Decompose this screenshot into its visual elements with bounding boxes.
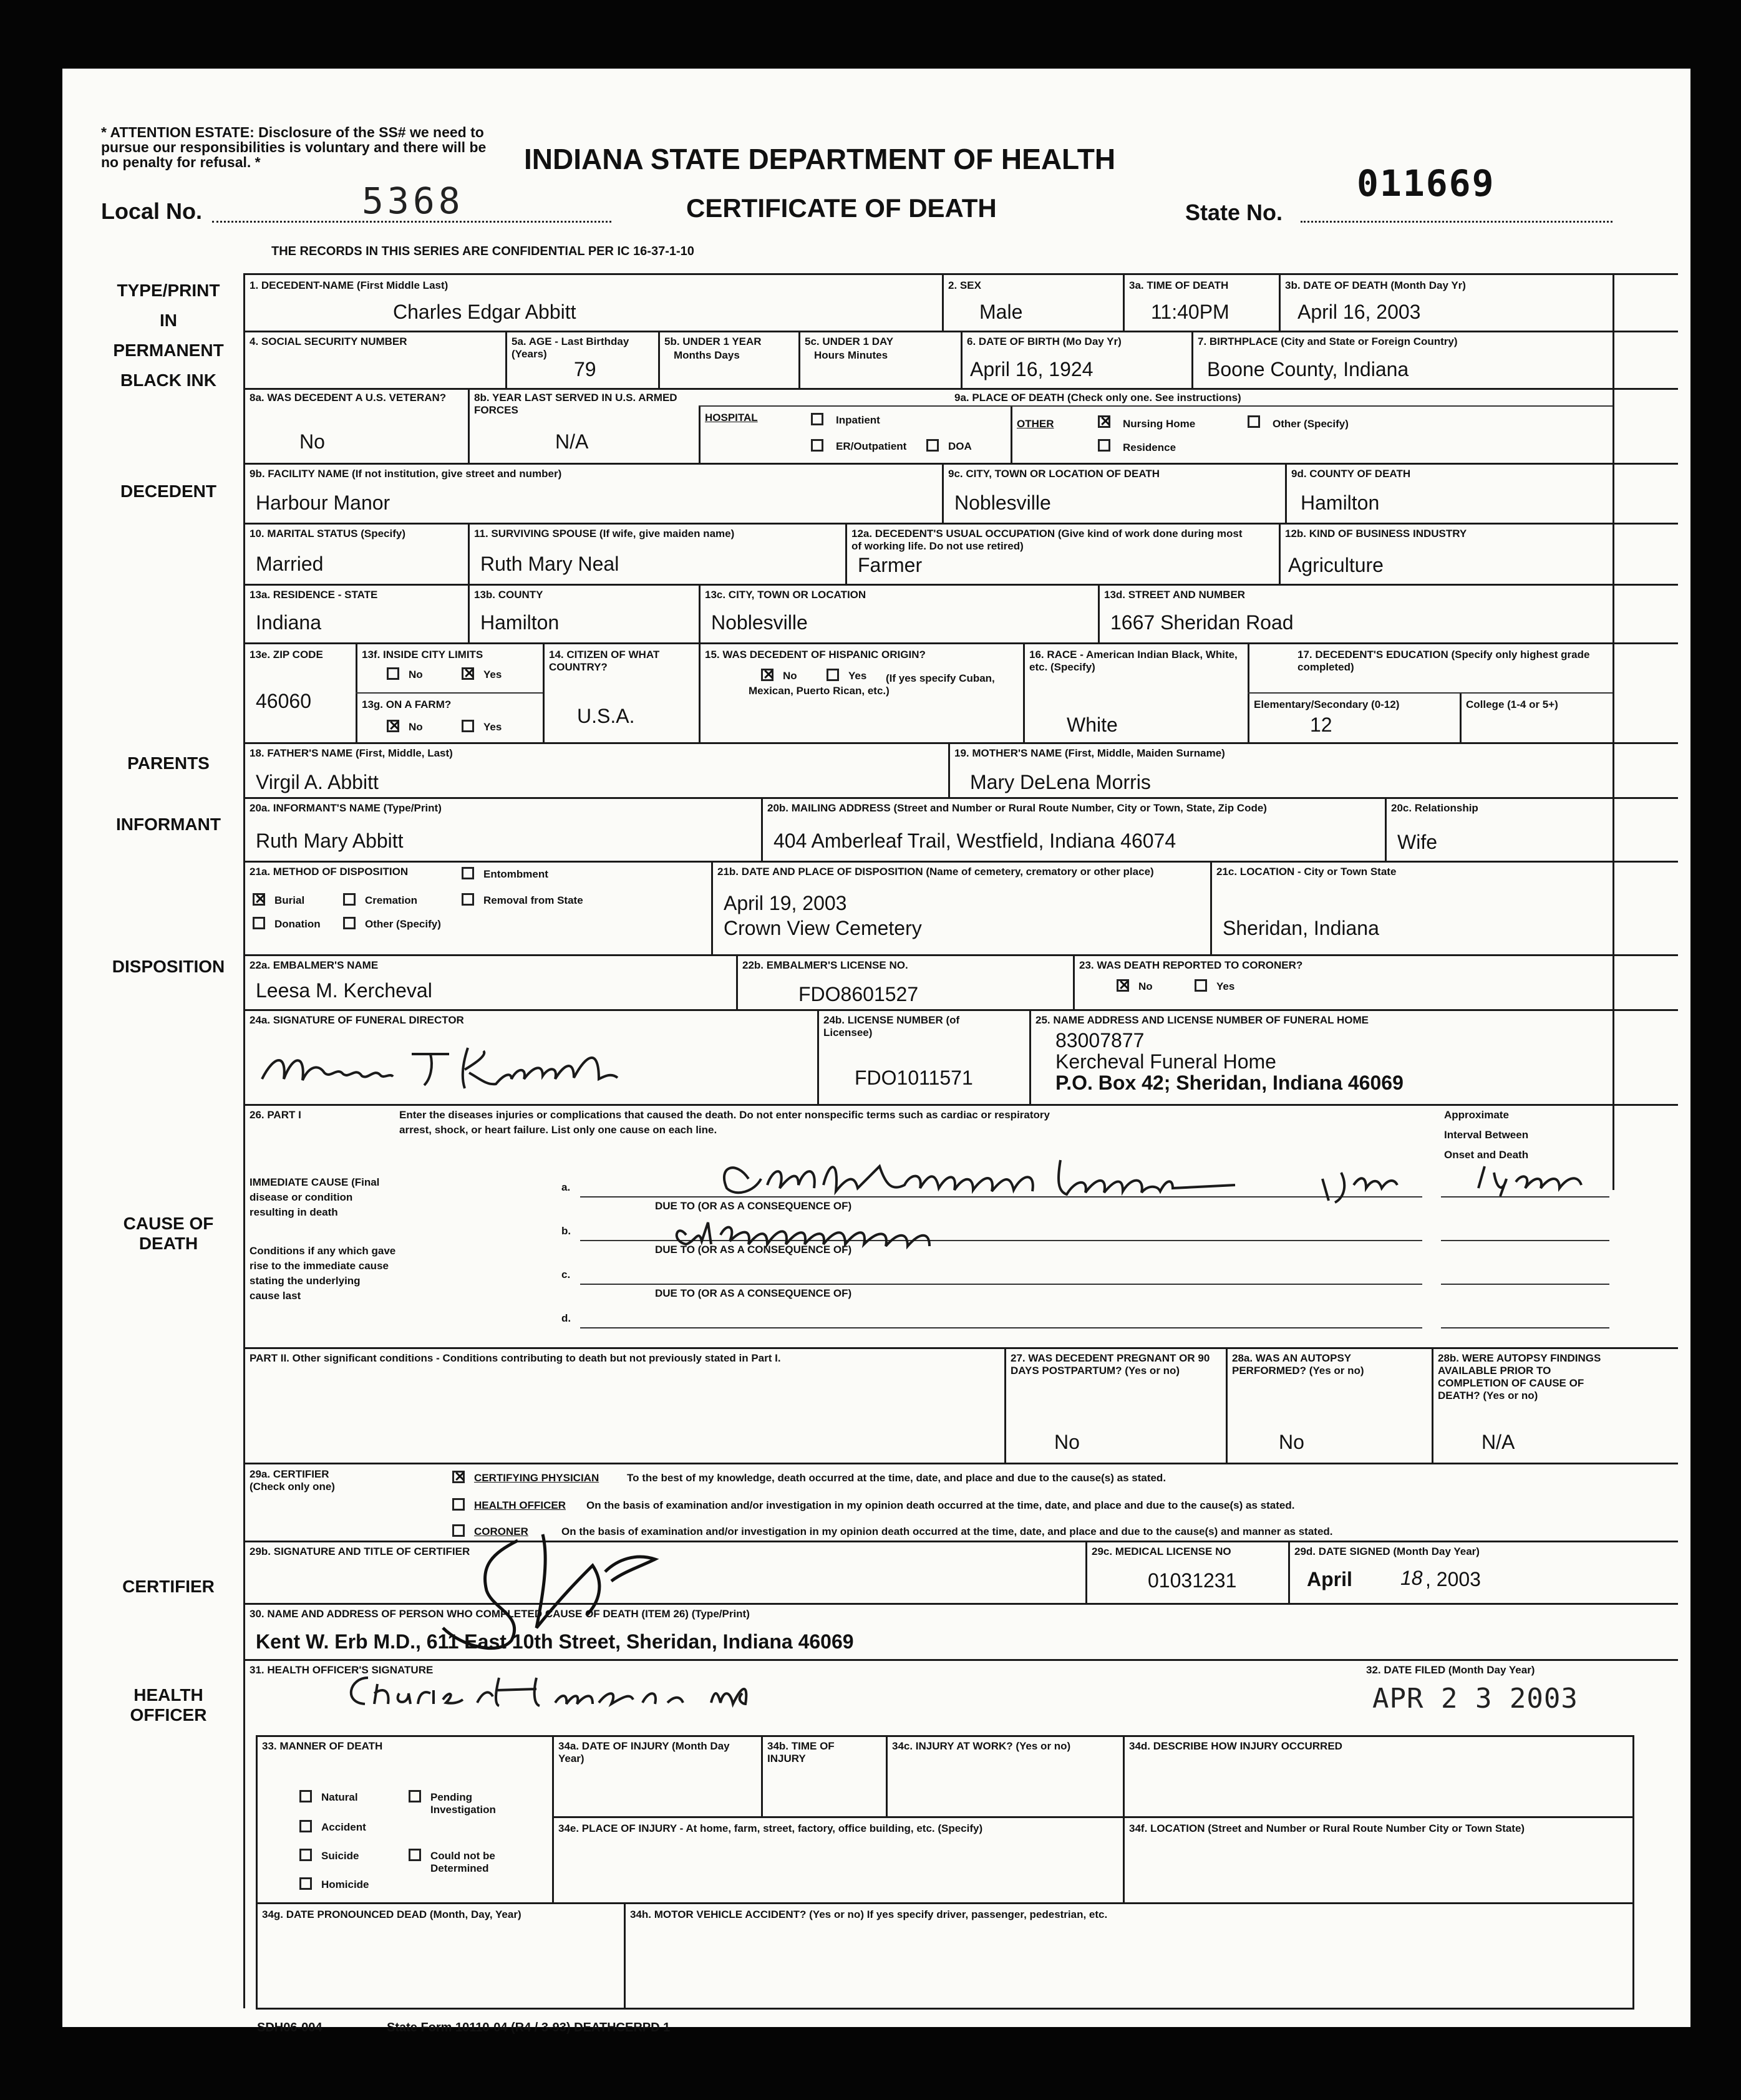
embalmer-name: Leesa M. Kercheval <box>256 979 432 1002</box>
label-donation: Donation <box>274 918 321 930</box>
side-disposition: DISPOSITION <box>112 957 225 976</box>
side-death: DEATH <box>138 1234 198 1253</box>
label-coroner-reported: 23. WAS DEATH REPORTED TO CORONER? <box>1079 959 1303 971</box>
removal-checkbox[interactable] <box>462 893 474 906</box>
interval-a-handwriting <box>1472 1154 1597 1198</box>
label-hispanic-yes: Yes <box>848 670 867 682</box>
label-part-1: 26. PART I <box>250 1109 301 1121</box>
label-date-signed: 29d. DATE SIGNED (Month Day Year) <box>1294 1546 1480 1557</box>
label-onset-and-death: Onset and Death <box>1444 1149 1529 1161</box>
label-ssn: 4. SOCIAL SECURITY NUMBER <box>250 336 407 347</box>
undetermined-checkbox[interactable] <box>409 1849 421 1861</box>
label-on-farm: 13g. ON A FARM? <box>362 699 452 710</box>
label-embalmer-license: 22b. EMBALMER'S LICENSE NO. <box>742 959 908 971</box>
label-city-yes: Yes <box>483 669 502 680</box>
health-officer-text: On the basis of examination and/or investigation in my opinion death occurred at the time, date, and place and due to the cause(s) as stated. <box>586 1499 1295 1511</box>
label-doa: DOA <box>948 440 972 452</box>
label-embalmer-name: 22a. EMBALMER'S NAME <box>250 959 379 971</box>
certificate-title: CERTIFICATE OF DEATH <box>686 193 997 223</box>
label-city-no: No <box>409 669 423 680</box>
side-cause-of: CAUSE OF <box>123 1214 214 1233</box>
label-injury-at-work: 34c. INJURY AT WORK? (Yes or no) <box>892 1740 1071 1752</box>
residence-checkbox[interactable] <box>1098 439 1110 452</box>
line-d-marker: d. <box>561 1312 571 1324</box>
label-county-of-death: 9d. COUNTY OF DEATH <box>1291 468 1411 480</box>
label-cremation: Cremation <box>365 894 418 906</box>
state-no-label: State No. <box>1185 200 1283 225</box>
side-parents: PARENTS <box>127 753 210 773</box>
inside-city-no-checkbox[interactable] <box>387 667 399 680</box>
label-other-disposition: Other (Specify) <box>365 918 441 930</box>
label-approximate: Approximate <box>1444 1109 1509 1121</box>
label-city-of-death: 9c. CITY, TOWN OR LOCATION OF DEATH <box>948 468 1160 480</box>
label-funeral-home: 25. NAME ADDRESS AND LICENSE NUMBER OF FUNERAL HOME <box>1035 1014 1369 1026</box>
label-due-to-a: DUE TO (OR AS A CONSEQUENCE OF) <box>655 1200 852 1212</box>
decedent-name: Charles Edgar Abbitt <box>393 301 576 323</box>
date-of-birth: April 16, 1924 <box>970 358 1094 380</box>
label-medical-license: 29c. MEDICAL LICENSE NO <box>1092 1546 1231 1557</box>
label-disposition-location: 21c. LOCATION - City or Town State <box>1216 866 1397 878</box>
date-signed-day: 18 <box>1400 1567 1423 1589</box>
side-informant: INFORMANT <box>116 815 221 834</box>
footer-form: State Form 10110-04 (R4 / 3-93) DEATHCERPD 1 <box>387 2021 671 2035</box>
death-certificate <box>62 69 1690 2035</box>
cause-b-handwriting <box>674 1210 1060 1254</box>
funeral-home-license: 83007877 <box>1055 1029 1145 1052</box>
burial-checkbox[interactable]: ✕ <box>253 893 265 906</box>
label-license-number: 24b. LICENSE NUMBER (of Licensee) <box>823 1014 960 1038</box>
label-accident: Accident <box>321 1821 366 1833</box>
license-number: FDO1011571 <box>855 1067 973 1089</box>
informant-name: Ruth Mary Abbitt <box>256 830 404 852</box>
label-entombment: Entombment <box>483 868 548 880</box>
business-industry: Agriculture <box>1288 554 1384 576</box>
label-date-filed: 32. DATE FILED (Month Day Year) <box>1366 1664 1535 1676</box>
label-other: OTHER <box>1017 418 1054 430</box>
line-b-marker: b. <box>561 1225 571 1237</box>
line-a-marker: a. <box>561 1181 571 1193</box>
label-conditions-4: cause last <box>250 1290 301 1302</box>
label-veteran: 8a. WAS DECEDENT A U.S. VETERAN? <box>250 392 447 404</box>
education: 12 <box>1310 714 1332 736</box>
label-date-of-injury: 34a. DATE OF INJURY (Month Day Year) <box>558 1740 730 1764</box>
label-method-disposition: 21a. METHOD OF DISPOSITION <box>250 866 409 878</box>
label-inside-city-limits: 13f. INSIDE CITY LIMITS <box>362 649 483 660</box>
label-coroner: CORONER <box>474 1526 528 1537</box>
health-officer-signature <box>331 1665 755 1715</box>
side-officer: OFFICER <box>130 1705 207 1725</box>
label-undetermined: Could not be Determined <box>430 1850 495 1874</box>
label-describe-injury: 34d. DESCRIBE HOW INJURY OCCURRED <box>1129 1740 1342 1752</box>
label-motor-vehicle: 34h. MOTOR VEHICLE ACCIDENT? (Yes or no) If yes specify driver, passenger, pedestrian, etc. <box>630 1909 1108 1920</box>
label-father-name: 18. FATHER'S NAME (First, Middle, Last) <box>250 747 453 759</box>
other-specify-checkbox[interactable] <box>1248 415 1260 428</box>
label-farm-yes: Yes <box>483 721 502 733</box>
label-disposition-place: 21b. DATE AND PLACE OF DISPOSITION (Name of cemetery, crematory or other place) <box>717 866 1154 878</box>
pregnant: No <box>1054 1431 1080 1453</box>
label-autopsy-findings: 28b. WERE AUTOPSY FINDINGS AVAILABLE PRIOR TO COMPLETION OF CAUSE OF DEATH? (Yes or no) <box>1438 1352 1601 1401</box>
date-filed: APR 2 3 2003 <box>1372 1683 1578 1715</box>
inside-city-yes-checkbox[interactable]: ✕ <box>462 667 474 680</box>
certifying-physician-checkbox[interactable]: ✕ <box>452 1471 465 1483</box>
label-date-pronounced: 34g. DATE PRONOUNCED DEAD (Month, Day, Year) <box>262 1909 521 1920</box>
label-inpatient: Inpatient <box>836 414 880 426</box>
completed-by: Kent W. Erb M.D., 611 East 10th Street, Sheridan, Indiana 46069 <box>256 1630 854 1653</box>
label-residence: Residence <box>1123 442 1176 453</box>
label-residence-state: 13a. RESIDENCE - STATE <box>250 589 378 601</box>
label-immediate-cause: IMMEDIATE CAUSE (Final <box>250 1176 380 1188</box>
coroner-text: On the basis of examination and/or investigation in my opinion death occurred at the time, date, and place and due to the cause(s) and manner as stated. <box>561 1526 1333 1537</box>
label-coroner-no: No <box>1138 980 1153 992</box>
confidential-note: THE RECORDS IN THIS SERIES ARE CONFIDENTIAL PER IC 16-37-1-10 <box>271 244 694 258</box>
mother-name: Mary DeLena Morris <box>970 771 1151 793</box>
label-natural: Natural <box>321 1791 358 1803</box>
footer-code: SDH06-004 <box>257 2021 322 2035</box>
label-time-of-death: 3a. TIME OF DEATH <box>1129 279 1229 291</box>
hispanic-no-checkbox[interactable]: ✕ <box>761 669 774 681</box>
label-nursing-home: Nursing Home <box>1123 418 1196 430</box>
label-hospital: HOSPITAL <box>705 412 758 423</box>
label-months-days: Months Days <box>674 349 740 361</box>
label-autopsy: 28a. WAS AN AUTOPSY PERFORMED? (Yes or no) <box>1232 1352 1364 1377</box>
funeral-director-signature <box>250 1029 699 1098</box>
label-health-officer-signature: 31. HEALTH OFFICER'S SIGNATURE <box>250 1664 434 1676</box>
line-c-marker: c. <box>561 1269 571 1280</box>
part-1-instructions: Enter the diseases injuries or complications that caused the death. Do not enter nonspecific terms such as cardiac or respiratory <box>399 1109 1050 1121</box>
side-decedent: DECEDENT <box>120 481 216 501</box>
label-birthplace: 7. BIRTHPLACE (City and State or Foreign Country) <box>1198 336 1458 347</box>
label-pregnant: 27. WAS DECEDENT PREGNANT OR 90 DAYS POSTPARTUM? (Yes or no) <box>1011 1352 1210 1377</box>
marital-status: Married <box>256 553 324 575</box>
street: 1667 Sheridan Road <box>1110 611 1294 634</box>
homicide-checkbox[interactable] <box>299 1877 312 1890</box>
label-certifier-signature: 29b. SIGNATURE AND TITLE OF CERTIFIER <box>250 1546 470 1557</box>
disposition-date: April 19, 2003 <box>724 892 847 914</box>
farm-yes-checkbox[interactable] <box>462 720 474 732</box>
side-black-ink: BLACK INK <box>120 370 216 390</box>
label-burial: Burial <box>274 894 305 906</box>
label-coroner-yes: Yes <box>1216 980 1235 992</box>
label-conditions: Conditions if any which gave <box>250 1245 396 1257</box>
label-business-industry: 12b. KIND OF BUSINESS INDUSTRY <box>1285 528 1467 540</box>
label-immediate-cause-3: resulting in death <box>250 1206 338 1218</box>
department-title: INDIANA STATE DEPARTMENT OF HEALTH <box>524 143 1116 175</box>
suicide-checkbox[interactable] <box>299 1849 312 1861</box>
label-elementary: Elementary/Secondary (0-12) <box>1254 699 1400 710</box>
part-1-instructions-2: arrest, shock, or heart failure. List only one cause on each line. <box>399 1124 717 1136</box>
label-immediate-cause-2: disease or condition <box>250 1191 353 1203</box>
label-removal: Removal from State <box>483 894 583 906</box>
county-of-death: Hamilton <box>1301 491 1380 514</box>
label-residence-city: 13c. CITY, TOWN OR LOCATION <box>705 589 866 601</box>
label-citizen: 14. CITIZEN OF WHAT COUNTRY? <box>549 649 660 673</box>
label-marital-status: 10. MARITAL STATUS (Specify) <box>250 528 405 540</box>
health-officer-checkbox[interactable] <box>452 1498 465 1511</box>
label-er-outpatient: ER/Outpatient <box>836 440 907 452</box>
residence-state: Indiana <box>256 611 321 634</box>
label-street: 13d. STREET AND NUMBER <box>1104 589 1246 601</box>
entombment-checkbox[interactable] <box>462 867 474 879</box>
date-of-death: April 16, 2003 <box>1297 301 1421 323</box>
label-education: 17. DECEDENT'S EDUCATION (Specify only highest grade completed) <box>1297 649 1590 673</box>
label-place-of-death: 9a. PLACE OF DEATH (Check only one. See instructions) <box>954 392 1241 404</box>
label-under-1-year: 5b. UNDER 1 YEAR <box>664 336 762 347</box>
side-in: IN <box>160 311 177 330</box>
accident-checkbox[interactable] <box>299 1820 312 1832</box>
label-hispanic: 15. WAS DECEDENT OF HISPANIC ORIGIN? <box>705 649 926 660</box>
autopsy-findings: N/A <box>1482 1431 1515 1453</box>
embalmer-license: FDO8601527 <box>798 983 919 1005</box>
coroner-no-checkbox[interactable]: ✕ <box>1117 979 1129 992</box>
label-age: 5a. AGE - Last Birthday (Years) <box>512 336 629 360</box>
state-no: 011669 <box>1357 162 1495 205</box>
citizen: U.S.A. <box>577 705 635 727</box>
label-conditions-3: stating the underlying <box>250 1275 361 1287</box>
inpatient-checkbox[interactable] <box>811 413 823 425</box>
label-informant-name: 20a. INFORMANT'S NAME (Type/Print) <box>250 802 442 814</box>
er-outpatient-checkbox[interactable] <box>811 439 823 452</box>
side-health: HEALTH <box>133 1685 203 1705</box>
age: 79 <box>574 358 596 380</box>
label-interval-between: Interval Between <box>1444 1129 1529 1141</box>
label-completed-by: 30. NAME AND ADDRESS OF PERSON WHO COMPLETED CAUSE OF DEATH (ITEM 26) (Type/Print) <box>250 1608 750 1620</box>
other-disposition-checkbox[interactable] <box>343 917 356 929</box>
date-signed-month: April <box>1307 1568 1352 1590</box>
label-other-specify: Other (Specify) <box>1273 418 1349 430</box>
label-date-of-death: 3b. DATE OF DEATH (Month Day Yr) <box>1285 279 1466 291</box>
label-year-served: 8b. YEAR LAST SERVED IN U.S. ARMED FORCES <box>474 392 677 416</box>
label-due-to-b: DUE TO (OR AS A CONSEQUENCE OF) <box>655 1244 852 1256</box>
label-surviving-spouse: 11. SURVIVING SPOUSE (If wife, give maiden name) <box>474 528 735 540</box>
sex: Male <box>979 301 1023 323</box>
label-place-of-injury: 34e. PLACE OF INJURY - At home, farm, street, factory, office building, etc. (Specify) <box>558 1822 983 1834</box>
farm-no-checkbox[interactable]: ✕ <box>387 720 399 732</box>
occupation: Farmer <box>858 554 923 576</box>
city-of-death: Noblesville <box>954 491 1051 514</box>
donation-checkbox[interactable] <box>253 917 265 929</box>
label-injury-location: 34f. LOCATION (Street and Number or Rural Route Number City or Town State) <box>1129 1822 1525 1834</box>
label-due-to-c: DUE TO (OR AS A CONSEQUENCE OF) <box>655 1287 852 1299</box>
veteran: No <box>299 430 325 453</box>
cause-a-handwriting <box>611 1141 1404 1204</box>
side-permanent: PERMANENT <box>113 341 224 360</box>
certifying-physician-text: To the best of my knowledge, death occurred at the time, date, and place and due to the cause(s) as stated. <box>627 1472 1166 1484</box>
medical-license: 01031231 <box>1148 1569 1237 1592</box>
year-served: N/A <box>555 430 589 453</box>
local-no: 5368 <box>362 180 464 222</box>
side-certifier: CERTIFIER <box>122 1577 215 1596</box>
label-farm-no: No <box>409 721 423 733</box>
label-under-1-day: 5c. UNDER 1 DAY <box>805 336 894 347</box>
time-of-death: 11:40PM <box>1151 301 1229 323</box>
side-type-print: TYPE/PRINT <box>117 281 220 300</box>
label-decedent-name: 1. DECEDENT-NAME (First Middle Last) <box>250 279 449 291</box>
funeral-home-name: Kercheval Funeral Home <box>1055 1050 1276 1073</box>
cremation-checkbox[interactable] <box>343 893 356 906</box>
label-suicide: Suicide <box>321 1850 359 1862</box>
disposition-place: Crown View Cemetery <box>724 917 922 939</box>
label-mother-name: 19. MOTHER'S NAME (First, Middle, Maiden Surname) <box>954 747 1225 759</box>
label-hispanic-no: No <box>783 670 797 682</box>
residence-city: Noblesville <box>711 611 808 634</box>
label-race: 16. RACE - American Indian Black, White, etc. (Specify) <box>1029 649 1238 673</box>
coroner-yes-checkbox[interactable] <box>1195 979 1207 992</box>
mailing-address: 404 Amberleaf Trail, Westfield, Indiana 46074 <box>774 830 1176 852</box>
race: White <box>1067 714 1118 736</box>
label-time-of-injury: 34b. TIME OF INJURY <box>767 1740 835 1764</box>
attention-notice: * ATTENTION ESTATE: Disclosure of the SS# we need to pursue our responsibilities is voluntary and there will be no penalty for refusal. * <box>101 124 487 170</box>
date-signed-year: , 2003 <box>1425 1568 1481 1590</box>
natural-checkbox[interactable] <box>299 1790 312 1802</box>
label-part-2: PART II. Other significant conditions - Conditions contributing to death but not previously stated in Part I. <box>250 1352 781 1364</box>
label-funeral-director-signature: 24a. SIGNATURE OF FUNERAL DIRECTOR <box>250 1014 464 1026</box>
disposition-location: Sheridan, Indiana <box>1223 917 1379 939</box>
label-certifier: 29a. CERTIFIER (Check only one) <box>250 1468 335 1493</box>
surviving-spouse: Ruth Mary Neal <box>480 553 619 575</box>
zip: 46060 <box>256 690 311 712</box>
label-pending: Pending Investigation <box>430 1791 496 1816</box>
facility-name: Harbour Manor <box>256 491 390 514</box>
father-name: Virgil A. Abbitt <box>256 771 379 793</box>
label-relationship: 20c. Relationship <box>1391 802 1478 814</box>
label-health-officer: HEALTH OFFICER <box>474 1499 566 1511</box>
label-certifying-physician: CERTIFYING PHYSICIAN <box>474 1472 599 1484</box>
label-mailing-address: 20b. MAILING ADDRESS (Street and Number or Rural Route Number, City or Town, State, Zip Code) <box>767 802 1267 814</box>
funeral-home-address: P.O. Box 42; Sheridan, Indiana 46069 <box>1055 1072 1404 1094</box>
label-conditions-2: rise to the immediate cause <box>250 1260 389 1272</box>
local-no-label: Local No. <box>101 198 203 224</box>
label-sex: 2. SEX <box>948 279 981 291</box>
label-manner-of-death: 33. MANNER OF DEATH <box>262 1740 383 1752</box>
nursing-home-checkbox[interactable]: ✕ <box>1098 415 1110 428</box>
autopsy: No <box>1279 1431 1304 1453</box>
residence-county: Hamilton <box>480 611 560 634</box>
doa-checkbox[interactable] <box>926 439 939 452</box>
label-homicide: Homicide <box>321 1879 369 1890</box>
relationship: Wife <box>1397 831 1437 853</box>
birthplace: Boone County, Indiana <box>1207 358 1409 380</box>
label-residence-county: 13b. COUNTY <box>474 589 543 601</box>
label-college: College (1-4 or 5+) <box>1466 699 1558 710</box>
label-hours-minutes: Hours Minutes <box>814 349 888 361</box>
label-date-of-birth: 6. DATE OF BIRTH (Mo Day Yr) <box>967 336 1122 347</box>
label-occupation: 12a. DECEDENT'S USUAL OCCUPATION (Give kind of work done during most of working life. Do not use retired) <box>851 528 1243 552</box>
label-zip: 13e. ZIP CODE <box>250 649 323 660</box>
pending-checkbox[interactable] <box>409 1790 421 1802</box>
label-hispanic-specify: (If yes specify Cuban, Mexican, Puerto Rican, etc.) <box>749 672 995 697</box>
label-facility-name: 9b. FACILITY NAME (If not institution, give street and number) <box>250 468 562 480</box>
